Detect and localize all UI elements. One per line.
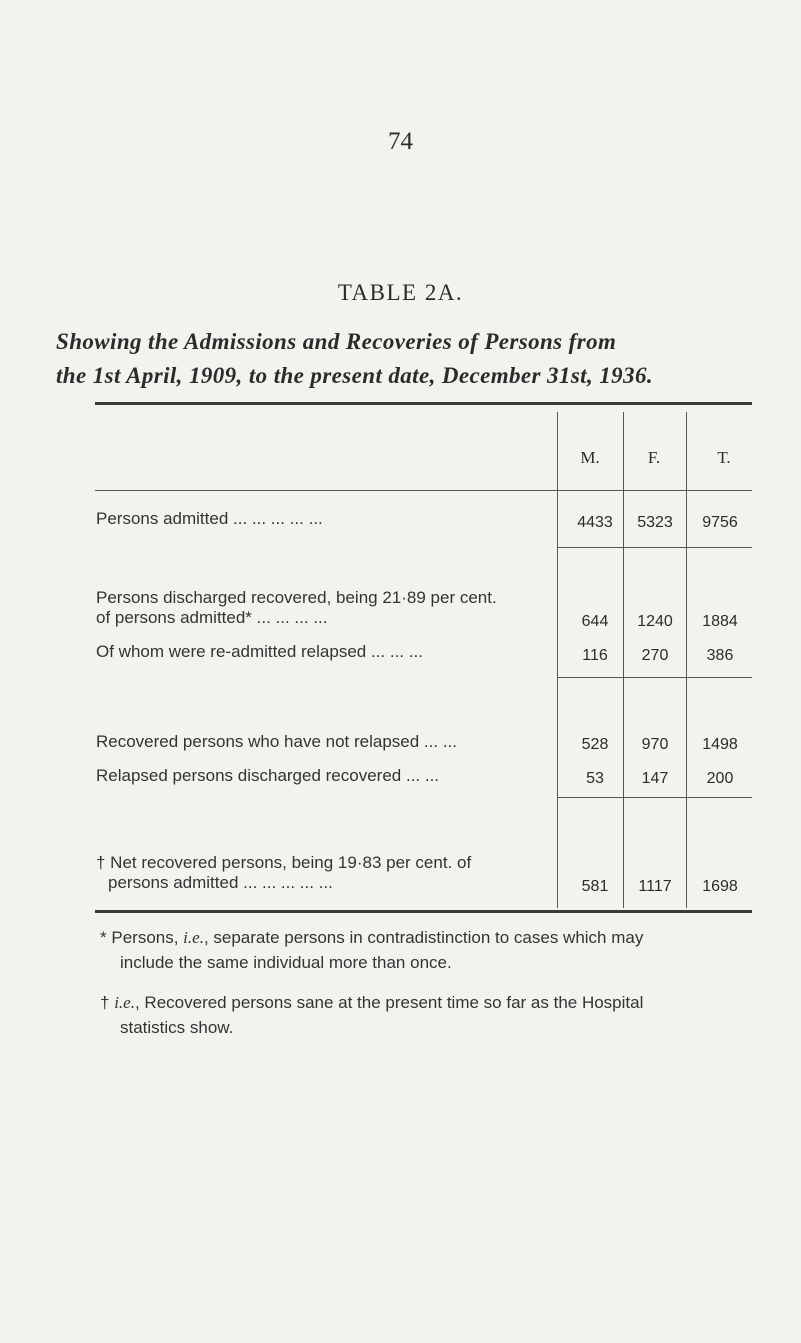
cell-t: 386 [706,647,734,664]
footnote-ie: i.e. [114,993,135,1012]
row-leaders: ... ... [401,766,440,785]
page-number: 74 [388,128,413,155]
table-subtitle-line-2: the 1st April, 1909, to the present date, December 31st, 1936. [56,363,654,388]
cell-f: 147 [641,770,669,787]
row-label: Recovered persons who have not relapsed [96,732,420,751]
cell-f: 270 [641,647,669,664]
cell-m: 528 [581,736,609,753]
footnote-text: , separate persons in contradistinction to cases which may [203,928,644,947]
cell-m: 644 [581,613,609,630]
table-subtitle-line-1: Showing the Admissions and Recoveries of Persons from [56,329,617,354]
column-divider [686,412,687,908]
group-rule [557,547,752,548]
column-divider [557,412,558,908]
row-label-line-2: persons admitted [108,873,239,892]
cell-m: 116 [582,647,608,664]
row-label-line-1: † Net recovered persons, being 19·83 per cent. of [96,853,472,872]
row-leaders: ... ... ... ... ... [238,873,333,892]
row-label-line-2: of persons admitted* [96,608,252,627]
footnote-text: , Recovered persons sane at the present time so far as the Hospital [134,993,644,1012]
footnote-ie: i.e. [183,928,204,947]
table-title: TABLE 2A. [337,280,464,305]
footnote-star [100,925,770,975]
footnote-dagger-mark: † [100,993,110,1012]
cell-m: 581 [581,878,609,895]
header-rule [95,490,752,491]
cell-t: 9756 [702,514,738,531]
cell-f: 970 [641,736,669,753]
cell-m: 4433 [577,514,613,531]
cell-f: 1117 [638,878,672,895]
cell-f: 5323 [637,514,673,531]
cell-t: 1498 [702,736,738,753]
cell-t: 1698 [702,878,738,895]
footnote-star-mark: * [100,928,107,947]
cell-f: 1240 [637,613,673,630]
row-leaders: ... ... ... ... [251,608,328,627]
cell-m: 53 [586,770,604,787]
row-leaders: ... ... ... ... ... [228,509,323,528]
footnote-text: include the same individual more than once. [120,953,452,972]
row-label: Relapsed persons discharged recovered [96,766,402,785]
footnote-text: statistics show. [120,1018,234,1037]
group-rule [557,797,752,798]
footnote-text: Persons, [111,928,184,947]
column-header-f: F. [647,448,661,467]
table-top-rule [95,402,752,405]
row-leaders: ... ... ... [366,642,423,661]
column-header-t: T. [717,448,731,467]
row-label: Persons admitted [96,509,229,528]
row-label-line-1: Persons discharged recovered, being 21·89 per cent. [96,588,497,607]
table-bottom-rule [95,910,752,913]
cell-t: 200 [706,770,734,787]
footnote-dagger [100,990,770,1040]
row-label: Of whom were re-admitted relapsed [96,642,367,661]
cell-t: 1884 [702,613,738,630]
column-header-m: M. [580,448,600,467]
group-rule [557,677,752,678]
row-leaders: ... ... [419,732,457,751]
